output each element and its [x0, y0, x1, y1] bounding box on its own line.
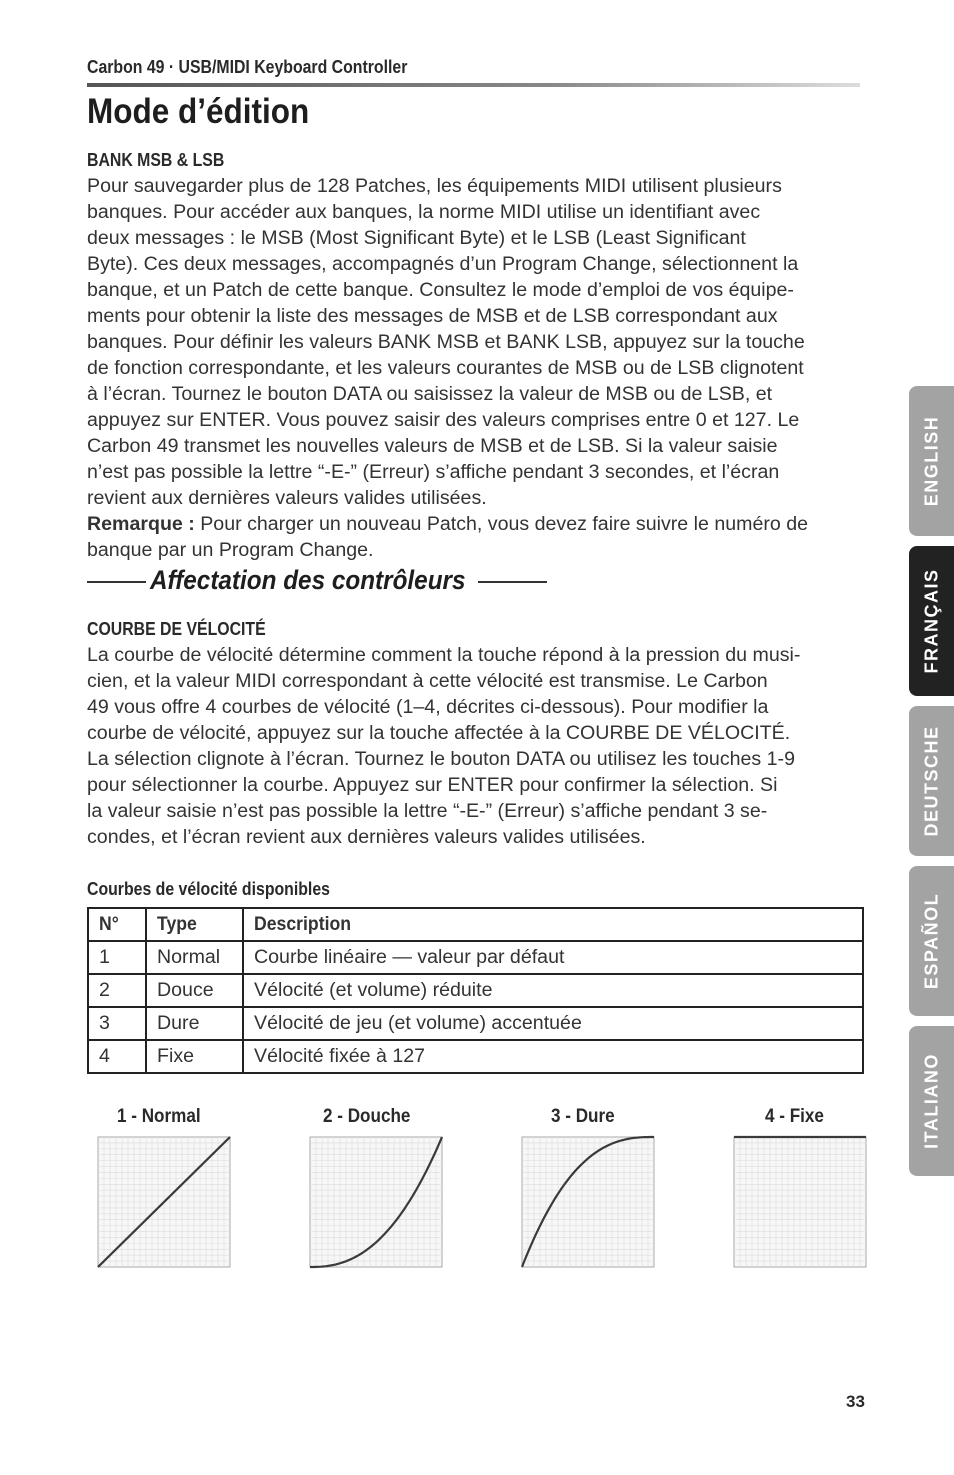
text-line: deux messages : le MSB (Most Significant Byte) et le LSB (Least Significant	[87, 227, 746, 249]
header-title: Carbon 49 · USB/MIDI Keyboard Controller	[87, 57, 408, 77]
page-number: 33	[846, 1392, 865, 1411]
note-text: Pour charger un nouveau Patch, vous devez faire suivre le numéro de	[194, 513, 809, 535]
text-line: cien, et la valeur MIDI correspondant à cette vélocité est transmise. Le Carbon	[87, 670, 768, 692]
text-line: la valeur saisie n’est pas possible la lettre “-E-” (Erreur) s’affiche pendant 3 se-	[87, 800, 768, 822]
bank-paragraph	[87, 173, 867, 563]
text-line: La sélection clignote à l’écran. Tournez le bouton DATA ou utilisez les touches 1-9	[87, 748, 795, 770]
table-cell: Vélocité (et volume) réduite	[243, 974, 863, 1007]
graph-title-normal: 1 - Normal	[117, 1106, 201, 1127]
table-header-row	[88, 908, 863, 941]
velocity-curve-hard-graph	[510, 1132, 660, 1277]
table-row	[88, 974, 863, 1007]
table-cell: 3	[88, 1007, 146, 1040]
page-title: Mode d’édition	[87, 92, 310, 131]
table-cell: 1	[88, 941, 146, 974]
text-line: banques. Pour accéder aux banques, la norme MIDI utilise un identifiant avec	[87, 201, 761, 223]
velocity-curve-normal-graph	[86, 1132, 236, 1277]
text-line: revient aux dernières valeurs valides utilisées.	[87, 487, 487, 509]
tab-italiano[interactable]: ITALIANO	[909, 1026, 954, 1176]
velocity-curve-fixed-graph	[722, 1132, 872, 1277]
text-line: à l’écran. Tournez le bouton DATA ou saisissez la valeur de MSB ou de LSB, et	[87, 383, 773, 405]
table-row	[88, 1040, 863, 1073]
text-line: Byte). Ces deux messages, accompagnés d’un Program Change, sélectionnent la	[87, 253, 799, 275]
column-header: Description	[243, 908, 863, 941]
text-line: de fonction correspondante, et les valeurs courantes de MSB ou de LSB clignotent	[87, 357, 804, 379]
velocity-heading: COURBE DE VÉLOCITÉ	[87, 619, 266, 639]
text-line: courbe de vélocité, appuyez sur la touche affectée à la COURBE DE VÉLOCITÉ.	[87, 722, 791, 744]
tab-english[interactable]: ENGLISH	[909, 386, 954, 536]
table-cell: Normal	[146, 941, 243, 974]
section-rule-right	[478, 581, 547, 583]
column-header: Type	[146, 908, 243, 941]
table-caption: Courbes de vélocité disponibles	[87, 879, 330, 899]
velocity-curves-table	[87, 907, 864, 1074]
table-cell: Vélocité fixée à 127	[243, 1040, 863, 1073]
text-line: 49 vous offre 4 courbes de vélocité (1–4, décrites ci-dessous). Pour modifier la	[87, 696, 769, 718]
table-cell: Courbe linéaire — valeur par défaut	[243, 941, 863, 974]
tab-deutsche[interactable]: DEUTSCHE	[909, 706, 954, 856]
tab-francais[interactable]: FRANÇAIS	[909, 546, 954, 696]
text-line: appuyez sur ENTER. Vous pouvez saisir des valeurs comprises entre 0 et 127. Le	[87, 409, 800, 431]
text-line: pour sélectionner la courbe. Appuyez sur ENTER pour confirmer la sélection. Si	[87, 774, 778, 796]
velocity-curve-soft-graph	[298, 1132, 448, 1277]
bank-heading: BANK MSB & LSB	[87, 150, 225, 170]
column-header: N°	[88, 908, 146, 941]
note-line	[87, 511, 867, 537]
table-cell: Douce	[146, 974, 243, 1007]
section-title: Affectation des contrôleurs	[150, 565, 466, 595]
text-line: ments pour obtenir la liste des messages de MSB et de LSB correspondant aux	[87, 305, 778, 327]
text-line: condes, et l’écran revient aux dernières valeurs valides utilisées.	[87, 826, 646, 848]
table-cell: 2	[88, 974, 146, 1007]
text-line: Carbon 49 transmet les nouvelles valeurs de MSB et de LSB. Si la valeur saisie	[87, 435, 778, 457]
velocity-paragraph	[87, 642, 867, 850]
table-cell: 4	[88, 1040, 146, 1073]
text-line: Pour sauvegarder plus de 128 Patches, les équipements MIDI utilisent plusieurs	[87, 175, 782, 197]
text-line: La courbe de vélocité détermine comment la touche répond à la pression du musi-	[87, 644, 801, 666]
note-label: Remarque :	[87, 513, 195, 535]
text-line: n’est pas possible la lettre “-E-” (Erreur) s’affiche pendant 3 secondes, et l’écran	[87, 461, 780, 483]
graph-title-fixe: 4 - Fixe	[765, 1106, 824, 1127]
text-line: banque par un Program Change.	[87, 539, 374, 561]
table-cell: Dure	[146, 1007, 243, 1040]
header-rule	[87, 83, 860, 87]
tab-espanol[interactable]: ESPAÑOL	[909, 866, 954, 1016]
table-row	[88, 941, 863, 974]
section-rule-left	[87, 581, 146, 583]
graph-title-douche: 2 - Douche	[323, 1106, 411, 1127]
table-row	[88, 1007, 863, 1040]
graph-title-dure: 3 - Dure	[551, 1106, 615, 1127]
table-cell: Fixe	[146, 1040, 243, 1073]
table-cell: Vélocité de jeu (et volume) accentuée	[243, 1007, 863, 1040]
text-line: banque, et un Patch de cette banque. Consultez le mode d’emploi de vos équipe-	[87, 279, 794, 301]
text-line: banques. Pour définir les valeurs BANK MSB et BANK LSB, appuyez sur la touche	[87, 331, 805, 353]
